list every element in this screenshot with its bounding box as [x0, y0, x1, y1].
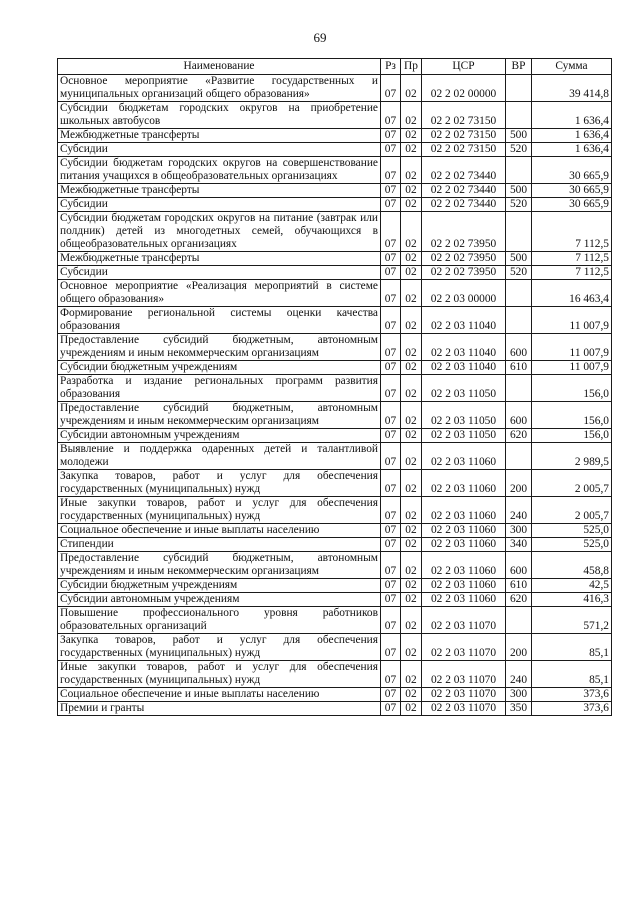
- cell-rz: 07: [381, 402, 401, 429]
- table-row: [58, 212, 612, 252]
- cell-csr: 02 2 02 73950: [422, 252, 506, 266]
- cell-rz: 07: [381, 252, 401, 266]
- cell-rz: 07: [381, 593, 401, 607]
- cell-rz: 07: [381, 184, 401, 198]
- cell-rz: 07: [381, 157, 401, 184]
- cell-csr: 02 2 02 73150: [422, 102, 506, 129]
- cell-name: Субсидии бюджетам городских округов на питание (завтрак или полдник) детей из многодетных семей, обучающихся в общеобразовательных организациях: [58, 212, 381, 252]
- cell-rz: 07: [381, 470, 401, 497]
- cell-csr: 02 2 02 73440: [422, 198, 506, 212]
- cell-rz: 07: [381, 198, 401, 212]
- cell-csr: 02 2 03 11070: [422, 661, 506, 688]
- cell-csr: 02 2 02 73950: [422, 266, 506, 280]
- cell-name: Иные закупки товаров, работ и услуг для обеспечения государственных (муниципальных) нужд: [58, 497, 381, 524]
- cell-sum: 7 112,5: [532, 212, 612, 252]
- cell-name: Социальное обеспечение и иные выплаты населению: [58, 688, 381, 702]
- cell-pr: 02: [401, 75, 422, 102]
- cell-name: Субсидии автономным учреждениям: [58, 429, 381, 443]
- table-row: [58, 334, 612, 361]
- cell-vr: 340: [506, 538, 532, 552]
- cell-pr: 02: [401, 334, 422, 361]
- cell-name: Премии и гранты: [58, 702, 381, 716]
- cell-csr: 02 2 03 11060: [422, 579, 506, 593]
- cell-vr: 520: [506, 143, 532, 157]
- cell-pr: 02: [401, 102, 422, 129]
- cell-rz: 07: [381, 334, 401, 361]
- cell-vr: 240: [506, 497, 532, 524]
- cell-rz: 07: [381, 661, 401, 688]
- table-row: [58, 402, 612, 429]
- header-rz: Рз: [381, 59, 401, 75]
- cell-name: Межбюджетные трансферты: [58, 184, 381, 198]
- cell-rz: 07: [381, 607, 401, 634]
- cell-rz: 07: [381, 702, 401, 716]
- cell-vr: 520: [506, 198, 532, 212]
- cell-pr: 02: [401, 634, 422, 661]
- cell-rz: 07: [381, 212, 401, 252]
- cell-name: Стипендии: [58, 538, 381, 552]
- cell-rz: 07: [381, 102, 401, 129]
- cell-name: Субсидии: [58, 266, 381, 280]
- table-row: [58, 102, 612, 129]
- cell-rz: 07: [381, 634, 401, 661]
- cell-pr: 02: [401, 538, 422, 552]
- cell-vr: [506, 212, 532, 252]
- cell-pr: 02: [401, 470, 422, 497]
- header-row: [58, 59, 612, 75]
- cell-pr: 02: [401, 497, 422, 524]
- cell-csr: 02 2 02 73440: [422, 157, 506, 184]
- cell-sum: 1 636,4: [532, 102, 612, 129]
- cell-vr: 620: [506, 429, 532, 443]
- table-row: [58, 266, 612, 280]
- cell-pr: 02: [401, 375, 422, 402]
- cell-vr: 520: [506, 266, 532, 280]
- cell-sum: 2 005,7: [532, 470, 612, 497]
- table-row: [58, 497, 612, 524]
- cell-rz: 07: [381, 75, 401, 102]
- cell-name: Основное мероприятие «Реализация мероприятий в системе общего образования»: [58, 280, 381, 307]
- table-row: [58, 593, 612, 607]
- cell-rz: 07: [381, 579, 401, 593]
- table-row: [58, 524, 612, 538]
- cell-sum: 30 665,9: [532, 157, 612, 184]
- cell-csr: 02 2 03 11060: [422, 593, 506, 607]
- cell-csr: 02 2 03 11060: [422, 443, 506, 470]
- cell-csr: 02 2 03 11050: [422, 402, 506, 429]
- cell-vr: [506, 307, 532, 334]
- cell-csr: 02 2 02 73150: [422, 129, 506, 143]
- cell-vr: [506, 443, 532, 470]
- cell-vr: 240: [506, 661, 532, 688]
- cell-vr: 300: [506, 524, 532, 538]
- cell-sum: 7 112,5: [532, 252, 612, 266]
- cell-csr: 02 2 02 73440: [422, 184, 506, 198]
- cell-name: Предоставление субсидий бюджетным, автономным учреждениям и иным некоммерческим организациям: [58, 402, 381, 429]
- cell-vr: 350: [506, 702, 532, 716]
- table-row: [58, 184, 612, 198]
- cell-sum: 373,6: [532, 702, 612, 716]
- table-row: [58, 75, 612, 102]
- cell-pr: 02: [401, 157, 422, 184]
- cell-vr: 600: [506, 334, 532, 361]
- cell-rz: 07: [381, 552, 401, 579]
- cell-sum: 85,1: [532, 634, 612, 661]
- cell-csr: 02 2 02 00000: [422, 75, 506, 102]
- cell-pr: 02: [401, 129, 422, 143]
- table-row: [58, 607, 612, 634]
- cell-sum: 1 636,4: [532, 143, 612, 157]
- cell-pr: 02: [401, 280, 422, 307]
- cell-name: Основное мероприятие «Развитие государственных и муниципальных организаций общего образования»: [58, 75, 381, 102]
- cell-sum: 16 463,4: [532, 280, 612, 307]
- cell-sum: 2 989,5: [532, 443, 612, 470]
- cell-sum: 30 665,9: [532, 198, 612, 212]
- cell-rz: 07: [381, 443, 401, 470]
- cell-vr: 200: [506, 470, 532, 497]
- table-row: [58, 552, 612, 579]
- table-row: [58, 361, 612, 375]
- cell-pr: 02: [401, 361, 422, 375]
- cell-sum: 156,0: [532, 429, 612, 443]
- table-row: [58, 157, 612, 184]
- budget-table: [57, 58, 612, 716]
- table-row: [58, 143, 612, 157]
- cell-csr: 02 2 03 11060: [422, 538, 506, 552]
- cell-sum: 7 112,5: [532, 266, 612, 280]
- cell-pr: 02: [401, 702, 422, 716]
- table-header: [58, 59, 612, 75]
- cell-sum: 416,3: [532, 593, 612, 607]
- table-row: [58, 470, 612, 497]
- cell-vr: 200: [506, 634, 532, 661]
- cell-name: Разработка и издание региональных программ развития образования: [58, 375, 381, 402]
- cell-pr: 02: [401, 212, 422, 252]
- table-row: [58, 375, 612, 402]
- cell-pr: 02: [401, 524, 422, 538]
- cell-pr: 02: [401, 688, 422, 702]
- cell-pr: 02: [401, 552, 422, 579]
- cell-rz: 07: [381, 497, 401, 524]
- cell-pr: 02: [401, 402, 422, 429]
- header-csr: ЦСР: [422, 59, 506, 75]
- cell-rz: 07: [381, 280, 401, 307]
- cell-pr: 02: [401, 579, 422, 593]
- cell-pr: 02: [401, 429, 422, 443]
- cell-rz: 07: [381, 143, 401, 157]
- cell-sum: 2 005,7: [532, 497, 612, 524]
- cell-sum: 525,0: [532, 538, 612, 552]
- cell-csr: 02 2 03 11070: [422, 607, 506, 634]
- cell-sum: 156,0: [532, 402, 612, 429]
- cell-name: Субсидии автономным учреждениям: [58, 593, 381, 607]
- cell-pr: 02: [401, 443, 422, 470]
- cell-csr: 02 2 03 11060: [422, 524, 506, 538]
- cell-sum: 525,0: [532, 524, 612, 538]
- table-row: [58, 198, 612, 212]
- cell-pr: 02: [401, 266, 422, 280]
- cell-vr: [506, 607, 532, 634]
- table-row: [58, 443, 612, 470]
- cell-name: Межбюджетные трансферты: [58, 129, 381, 143]
- cell-vr: 600: [506, 402, 532, 429]
- cell-csr: 02 2 03 11040: [422, 307, 506, 334]
- cell-name: Предоставление субсидий бюджетным, автономным учреждениям и иным некоммерческим организациям: [58, 334, 381, 361]
- cell-pr: 02: [401, 143, 422, 157]
- cell-pr: 02: [401, 607, 422, 634]
- cell-sum: 30 665,9: [532, 184, 612, 198]
- cell-name: Предоставление субсидий бюджетным, автономным учреждениям и иным некоммерческим организациям: [58, 552, 381, 579]
- cell-name: Социальное обеспечение и иные выплаты населению: [58, 524, 381, 538]
- cell-sum: 11 007,9: [532, 307, 612, 334]
- cell-sum: 458,8: [532, 552, 612, 579]
- table-row: [58, 129, 612, 143]
- cell-csr: 02 2 03 11040: [422, 361, 506, 375]
- cell-rz: 07: [381, 538, 401, 552]
- cell-csr: 02 2 02 73950: [422, 212, 506, 252]
- cell-vr: [506, 102, 532, 129]
- cell-name: Межбюджетные трансферты: [58, 252, 381, 266]
- cell-sum: 11 007,9: [532, 334, 612, 361]
- table-row: [58, 429, 612, 443]
- cell-rz: 07: [381, 307, 401, 334]
- cell-sum: 156,0: [532, 375, 612, 402]
- table-row: [58, 538, 612, 552]
- cell-csr: 02 2 03 11040: [422, 334, 506, 361]
- header-vr: ВР: [506, 59, 532, 75]
- cell-name: Субсидии бюджетным учреждениям: [58, 579, 381, 593]
- cell-vr: [506, 157, 532, 184]
- cell-name: Субсидии бюджетам городских округов на совершенствование питания учащихся в общеобразовательных организациях: [58, 157, 381, 184]
- cell-pr: 02: [401, 307, 422, 334]
- cell-vr: 500: [506, 252, 532, 266]
- cell-csr: 02 2 03 11070: [422, 702, 506, 716]
- cell-csr: 02 2 03 11070: [422, 634, 506, 661]
- cell-name: Закупка товаров, работ и услуг для обеспечения государственных (муниципальных) нужд: [58, 470, 381, 497]
- cell-vr: 300: [506, 688, 532, 702]
- cell-name: Повышение профессионального уровня работников образовательных организаций: [58, 607, 381, 634]
- cell-name: Закупка товаров, работ и услуг для обеспечения государственных (муниципальных) нужд: [58, 634, 381, 661]
- table-row: [58, 307, 612, 334]
- table-row: [58, 280, 612, 307]
- cell-rz: 07: [381, 524, 401, 538]
- header-pr: Пр: [401, 59, 422, 75]
- cell-csr: 02 2 03 11050: [422, 375, 506, 402]
- page-number: 69: [313, 30, 327, 45]
- cell-rz: 07: [381, 266, 401, 280]
- cell-vr: 600: [506, 552, 532, 579]
- table-row: [58, 661, 612, 688]
- table-row: [58, 579, 612, 593]
- cell-pr: 02: [401, 661, 422, 688]
- cell-pr: 02: [401, 593, 422, 607]
- cell-vr: [506, 280, 532, 307]
- cell-vr: [506, 375, 532, 402]
- cell-name: Формирование региональной системы оценки качества образования: [58, 307, 381, 334]
- cell-vr: 620: [506, 593, 532, 607]
- cell-pr: 02: [401, 252, 422, 266]
- cell-csr: 02 2 03 00000: [422, 280, 506, 307]
- cell-sum: 85,1: [532, 661, 612, 688]
- cell-csr: 02 2 03 11060: [422, 552, 506, 579]
- cell-rz: 07: [381, 688, 401, 702]
- cell-vr: 610: [506, 579, 532, 593]
- header-sum: Сумма: [532, 59, 612, 75]
- cell-rz: 07: [381, 361, 401, 375]
- table-body: [58, 75, 612, 716]
- cell-vr: 500: [506, 184, 532, 198]
- cell-pr: 02: [401, 184, 422, 198]
- cell-sum: 1 636,4: [532, 129, 612, 143]
- cell-name: Субсидии: [58, 143, 381, 157]
- header-name: Наименование: [58, 59, 381, 75]
- cell-pr: 02: [401, 198, 422, 212]
- cell-name: Субсидии: [58, 198, 381, 212]
- cell-vr: [506, 75, 532, 102]
- cell-csr: 02 2 03 11060: [422, 470, 506, 497]
- cell-rz: 07: [381, 375, 401, 402]
- cell-sum: 39 414,8: [532, 75, 612, 102]
- cell-csr: 02 2 02 73150: [422, 143, 506, 157]
- cell-csr: 02 2 03 11070: [422, 688, 506, 702]
- cell-sum: 373,6: [532, 688, 612, 702]
- cell-csr: 02 2 03 11060: [422, 497, 506, 524]
- cell-name: Выявление и поддержка одаренных детей и талантливой молодежи: [58, 443, 381, 470]
- cell-vr: 500: [506, 129, 532, 143]
- cell-sum: 11 007,9: [532, 361, 612, 375]
- table-row: [58, 634, 612, 661]
- cell-name: Субсидии бюджетам городских округов на приобретение школьных автобусов: [58, 102, 381, 129]
- cell-rz: 07: [381, 429, 401, 443]
- cell-sum: 571,2: [532, 607, 612, 634]
- cell-rz: 07: [381, 129, 401, 143]
- cell-name: Субсидии бюджетным учреждениям: [58, 361, 381, 375]
- cell-sum: 42,5: [532, 579, 612, 593]
- cell-csr: 02 2 03 11050: [422, 429, 506, 443]
- table-row: [58, 252, 612, 266]
- table-row: [58, 688, 612, 702]
- cell-vr: 610: [506, 361, 532, 375]
- table-row: [58, 702, 612, 716]
- cell-name: Иные закупки товаров, работ и услуг для обеспечения государственных (муниципальных) нужд: [58, 661, 381, 688]
